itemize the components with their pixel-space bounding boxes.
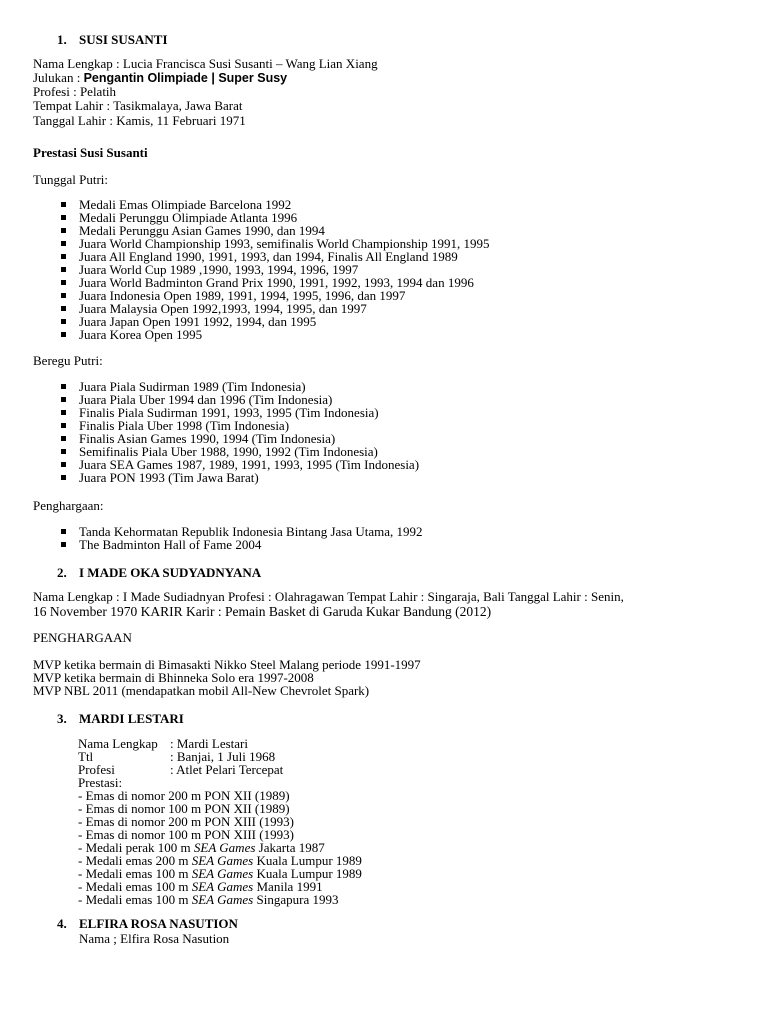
sea-games-term: SEA Games	[191, 892, 254, 907]
medali-pre: - Medali emas 200 m	[78, 853, 192, 868]
section-1-title: SUSI SUSANTI	[79, 32, 168, 47]
section-4-title: ELFIRA ROSA NASUTION	[79, 916, 238, 931]
list-item: Juara Malaysia Open 1992,1993, 1994, 1995, dan 1997	[60, 302, 490, 315]
s2-mvp-3: MVP NBL 2011 (mendapatkan mobil All-New Chevrolet Spark)	[33, 683, 370, 698]
s3-emas-item: - Emas di nomor 200 m PON XIII (1993)	[78, 814, 294, 829]
list-item: Finalis Piala Sudirman 1991, 1993, 1995 (Tim Indonesia)	[60, 406, 419, 419]
s2-penghargaan-label: PENGHARGAAN	[33, 630, 132, 645]
list-item: Juara SEA Games 1987, 1989, 1991, 1993, 1995 (Tim Indonesia)	[60, 458, 419, 471]
list-item: Juara PON 1993 (Tim Jawa Barat)	[60, 471, 419, 484]
s1-prestasi-heading: Prestasi Susi Susanti	[33, 145, 148, 160]
s1-beregu-label: Beregu Putri:	[33, 353, 103, 368]
medali-post: Singapura 1993	[253, 892, 339, 907]
list-item: Medali Perunggu Olimpiade Atlanta 1996	[60, 211, 490, 224]
medali-pre: - Medali emas 100 m	[78, 892, 192, 907]
list-item: Juara Japan Open 1991 1992, 1994, dan 1995	[60, 315, 490, 328]
section-4-heading	[57, 917, 238, 930]
s1-penghargaan-list	[60, 525, 423, 551]
list-item: Juara Korea Open 1995	[60, 328, 490, 341]
list-item: Juara Indonesia Open 1989, 1991, 1994, 1995, 1996, dan 1997	[60, 289, 490, 302]
s1-tunggal-label: Tunggal Putri:	[33, 172, 109, 187]
medali-post: Jakarta 1987	[255, 840, 325, 855]
list-item: Juara World Championship 1993, semifinalis World Championship 1991, 1995	[60, 237, 490, 250]
list-item: Juara World Badminton Grand Prix 1990, 1991, 1992, 1993, 1994 dan 1996	[60, 276, 490, 289]
sea-games-term: SEA Games	[191, 866, 254, 881]
s3-emas-item: - Emas di nomor 100 m PON XII (1989)	[78, 801, 290, 816]
medali-post: Kuala Lumpur 1989	[253, 866, 362, 881]
section-2-heading	[57, 566, 261, 579]
section-2-number: 2.	[57, 565, 67, 580]
list-item: Juara World Cup 1989 ,1990, 1993, 1994, 1996, 1997	[60, 263, 490, 276]
field-value: : Mardi Lestari	[170, 736, 248, 751]
sea-games-term: SEA Games	[191, 853, 254, 868]
list-item: Juara All England 1990, 1991, 1993, dan 1994, Finalis All England 1989	[60, 250, 490, 263]
medali-pre: - Medali emas 100 m	[78, 866, 192, 881]
s1-nama: Nama Lengkap : Lucia Francisca Susi Susanti – Wang Lian Xiang	[33, 56, 378, 71]
sea-games-term: SEA Games	[193, 840, 256, 855]
s2-mvp-2: MVP ketika bermain di Bhinneka Solo era 1997-2008	[33, 670, 314, 685]
s1-penghargaan-label: Penghargaan:	[33, 498, 104, 513]
field-key: Nama Lengkap	[78, 736, 158, 751]
section-4-number: 4.	[57, 916, 67, 931]
s1-julukan	[33, 71, 287, 85]
section-3-title: MARDI LESTARI	[79, 711, 184, 726]
s1-tempat-lahir: Tempat Lahir : Tasikmalaya, Jawa Barat	[33, 98, 243, 113]
section-3-number: 3.	[57, 711, 67, 726]
medali-post: Manila 1991	[253, 879, 323, 894]
s2-line-2: 16 November 1970 KARIR Karir : Pemain Basket di Garuda Kukar Bandung (2012)	[33, 604, 492, 619]
s3-details	[78, 737, 362, 906]
list-item: The Badminton Hall of Fame 2004	[60, 538, 423, 551]
medali-pre: - Medali emas 100 m	[78, 879, 192, 894]
list-item: Finalis Piala Uber 1998 (Tim Indonesia)	[60, 419, 419, 432]
medali-pre: - Medali perak 100 m	[78, 840, 194, 855]
s3-medali-item	[78, 893, 362, 906]
medali-post: Kuala Lumpur 1989	[253, 853, 362, 868]
list-item: Finalis Asian Games 1990, 1994 (Tim Indonesia)	[60, 432, 419, 445]
s2-mvp-1: MVP ketika bermain di Bimasakti Nikko Steel Malang periode 1991-1997	[33, 657, 421, 672]
s1-tunggal-list	[60, 198, 490, 341]
field-value: : Banjai, 1 Juli 1968	[170, 749, 276, 764]
s1-julukan-label: Julukan :	[33, 70, 84, 85]
s3-emas-item: - Emas di nomor 100 m PON XIII (1993)	[78, 827, 294, 842]
field-key: Profesi	[78, 762, 115, 777]
section-1-number: 1.	[57, 32, 67, 47]
list-item: Juara Piala Uber 1994 dan 1996 (Tim Indonesia)	[60, 393, 419, 406]
section-2-title: I MADE OKA SUDYADNYANA	[79, 565, 262, 580]
list-item: Medali Perunggu Asian Games 1990, dan 1994	[60, 224, 490, 237]
s1-tanggal-lahir: Tanggal Lahir : Kamis, 11 Februari 1971	[33, 113, 246, 128]
s2-line-1: Nama Lengkap : I Made Sudiadnyan Profesi : Olahragawan Tempat Lahir : Singaraja, Bali Tanggal Lahir : Senin,	[33, 589, 624, 604]
s1-julukan-value: Pengantin Olimpiade | Super Susy	[83, 71, 288, 85]
list-item: Tanda Kehormatan Republik Indonesia Bintang Jasa Utama, 1992	[60, 525, 423, 538]
field-key: Ttl	[78, 749, 94, 764]
s3-emas-item: - Emas di nomor 200 m PON XII (1989)	[78, 788, 290, 803]
s4-nama: Nama ; Elfira Rosa Nasution	[79, 931, 230, 946]
sea-games-term: SEA Games	[191, 879, 254, 894]
list-item: Semifinalis Piala Uber 1988, 1990, 1992 (Tim Indonesia)	[60, 445, 419, 458]
section-3-heading	[57, 712, 184, 725]
list-item: Juara Piala Sudirman 1989 (Tim Indonesia)	[60, 380, 419, 393]
s3-prestasi-label: Prestasi:	[78, 775, 123, 790]
section-1-heading	[57, 33, 168, 46]
s1-beregu-list	[60, 380, 419, 484]
s1-profesi: Profesi : Pelatih	[33, 84, 117, 99]
field-value: : Atlet Pelari Tercepat	[170, 762, 284, 777]
list-item: Medali Emas Olimpiade Barcelona 1992	[60, 198, 490, 211]
